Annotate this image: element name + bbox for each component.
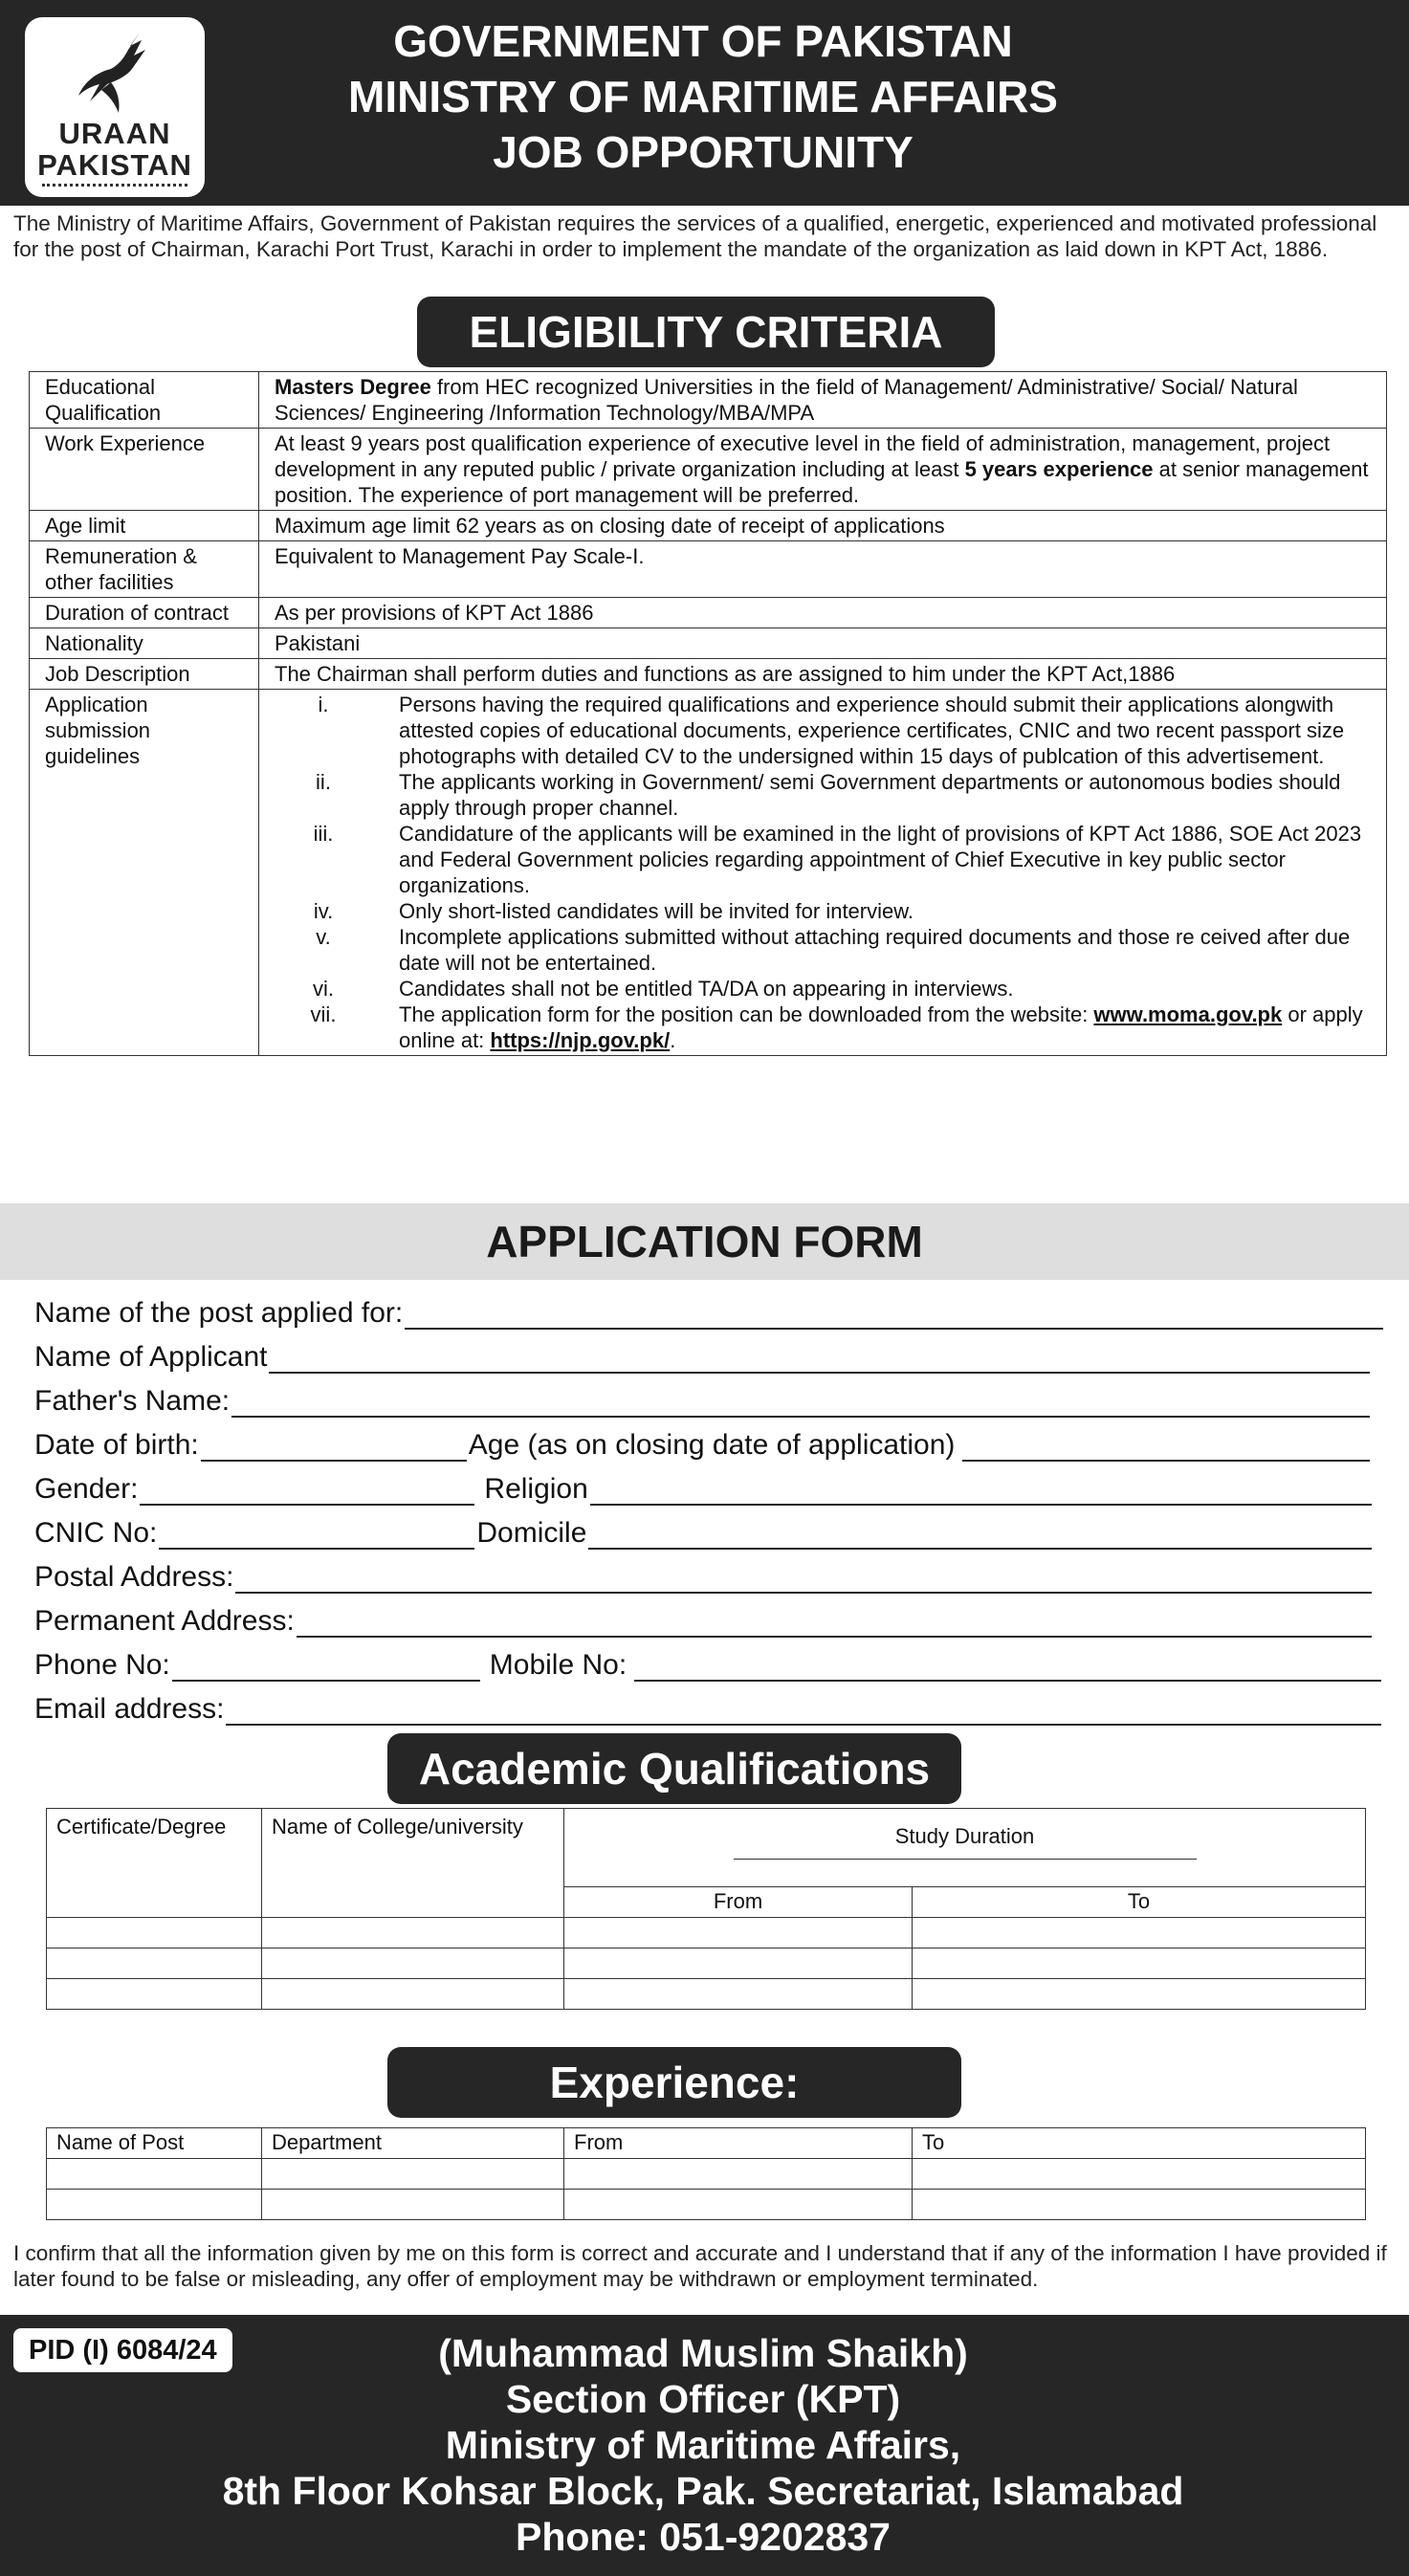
footer-banner <box>0 2315 1409 2576</box>
table-row[interactable] <box>47 1949 1366 1979</box>
list-item: ii. The applicants working in Government/ semi Government departments or autonomous bodies should apply through proper channel. <box>316 770 1341 820</box>
edu-value: Masters Degree from HEC recognized Universities in the field of Management/ Administrative/ Social/ Natural Sciences/ Engineering /Information Technology/MBA/MPA <box>259 372 1387 429</box>
table-row[interactable] <box>47 2190 1366 2220</box>
header-line-ministry: MINISTRY OF MARITIME AFFAIRS <box>348 72 1058 121</box>
mobile-blank[interactable] <box>634 1653 1381 1682</box>
phone-blank[interactable] <box>172 1653 480 1682</box>
father-name-field[interactable]: Father's Name: <box>34 1379 1372 1418</box>
guidelines-label: Application submission guidelines <box>30 690 259 1056</box>
col-to: To <box>913 2128 1366 2159</box>
guidelines-list <box>275 692 1378 1002</box>
duration-label: Duration of contract <box>30 598 259 628</box>
intro-paragraph: The Ministry of Maritime Affairs, Government of Pakistan requires the services of a qualified, energetic, experienced and motivated professional for the post of Chairman, Karachi Port Trust, Karachi in order to implement the mandate of the organization as laid down in KPT Act, 1886. <box>13 211 1377 261</box>
gender-religion-field[interactable]: Gender: Religion <box>34 1467 1374 1506</box>
logo-urdu-tagline <box>42 184 187 189</box>
edu-label: Educational Qualification <box>30 372 259 429</box>
application-form-heading: APPLICATION FORM <box>0 1203 1409 1280</box>
list-item: v. Incomplete applications submitted without attaching required documents and those re ceived after due date will not be entertained. <box>316 925 1351 975</box>
table-row <box>30 659 1387 690</box>
blank-line[interactable] <box>297 1609 1372 1638</box>
work-label: Work Experience <box>30 429 259 511</box>
list-item: vii. The application form for the position can be downloaded from the website: www.moma.gov.pk or apply online at: https://njp.gov.pk/. <box>310 1002 1363 1052</box>
applicant-name-field[interactable]: Name of Applicant <box>34 1335 1372 1374</box>
header-banner <box>0 0 1409 206</box>
table-row[interactable] <box>47 2159 1366 2190</box>
confirmation-statement: I confirm that all the information given by me on this form is correct and accurate and I understand that if any of the information I have provided if later found to be false or misleading, any offer of employment may be withdrawn or employment terminated. <box>13 2241 1387 2291</box>
table-row <box>30 690 1387 1056</box>
uraan-pakistan-logo <box>25 17 205 197</box>
job-description-label: Job Description <box>30 659 259 690</box>
col-from: From <box>564 1887 913 1918</box>
list-item: iv. Only short-listed candidates will be invited for interview. <box>313 899 914 923</box>
dob-blank[interactable] <box>201 1433 467 1462</box>
guidelines-value <box>259 690 1387 1056</box>
table-row[interactable] <box>47 1918 1366 1949</box>
duration-value: As per provisions of KPT Act 1886 <box>259 598 1387 628</box>
col-from: From <box>564 2128 913 2159</box>
postal-address-field[interactable]: Postal Address: <box>34 1555 1374 1594</box>
academic-heading: Academic Qualifications <box>387 1733 961 1804</box>
table-row <box>47 2128 1366 2159</box>
table-row <box>30 372 1387 429</box>
dob-age-field[interactable]: Date of birth: Age (as on closing date of application) <box>34 1423 1372 1462</box>
contact-block <box>191 2330 1215 2560</box>
experience-heading: Experience: <box>387 2047 961 2118</box>
col-department: Department <box>262 2128 564 2159</box>
academic-table <box>46 1808 1366 2010</box>
pid-badge: PID (I) 6084/24 <box>13 2328 232 2372</box>
blank-line[interactable] <box>405 1301 1383 1330</box>
moma-website-link[interactable]: www.moma.gov.pk <box>1093 1002 1283 1026</box>
logo-line1: URAAN <box>58 117 171 150</box>
list-item: iii. Candidature of the applicants will be examined in the light of provisions of KPT Act 1886, SOE Act 2023 and Federal Government policies regarding appointment of Chief Executive in key public sector organizations. <box>313 822 1362 897</box>
list-item: i. Persons having the required qualifications and experience should submit their applications alongwith attested copies of educational documents, experience certificates, CNIC and two recent passport size photographs with detailed CV to the undersigned within 15 days of publcation of this advertisement. <box>318 693 1345 768</box>
nationality-label: Nationality <box>30 628 259 659</box>
table-row <box>30 429 1387 511</box>
gender-blank[interactable] <box>140 1477 474 1506</box>
table-row <box>30 628 1387 659</box>
col-certificate: Certificate/Degree <box>47 1809 262 1918</box>
phone-mobile-field[interactable]: Phone No: Mobile No: <box>34 1643 1383 1682</box>
remuneration-value: Equivalent to Management Pay Scale-I. <box>259 541 1387 598</box>
experience-table <box>46 2127 1366 2220</box>
domicile-blank[interactable] <box>588 1521 1372 1550</box>
remuneration-label: Remuneration & other facilities <box>30 541 259 598</box>
blank-line[interactable] <box>226 1697 1381 1726</box>
blank-line[interactable] <box>269 1345 1370 1374</box>
email-field[interactable]: Email address: <box>34 1687 1383 1726</box>
table-row <box>30 598 1387 628</box>
njp-website-link[interactable]: https://njp.gov.pk/ <box>490 1028 671 1052</box>
permanent-address-field[interactable]: Permanent Address: <box>34 1599 1374 1638</box>
eligibility-heading: ELIGIBILITY CRITERIA <box>417 297 995 367</box>
phone-number: Phone: 051-9202837 <box>515 2515 891 2559</box>
blank-line[interactable] <box>231 1389 1370 1418</box>
col-study-duration: Study Duration <box>564 1809 1366 1887</box>
table-row <box>30 541 1387 598</box>
cnic-domicile-field[interactable]: CNIC No: Domicile <box>34 1511 1374 1550</box>
post-applied-field[interactable]: Name of the post applied for: <box>34 1291 1385 1330</box>
table-row <box>47 1809 1366 1887</box>
list-item: vi. Candidates shall not be entitled TA/DA on appearing in interviews. <box>313 977 1014 1001</box>
officer-title: Section Officer (KPT) <box>505 2377 901 2421</box>
col-college: Name of College/university <box>262 1809 564 1918</box>
header-titles <box>249 13 1157 180</box>
officer-name: (Muhammad Muslim Shaikh) <box>438 2331 968 2375</box>
office-address: 8th Floor Kohsar Block, Pak. Secretariat, Islamabad <box>222 2469 1184 2513</box>
guidelines-list-last <box>275 1002 1378 1053</box>
header-line-job: JOB OPPORTUNITY <box>493 127 914 177</box>
eagle-icon <box>73 27 159 122</box>
age-blank[interactable] <box>962 1433 1370 1462</box>
header-line-government: GOVERNMENT OF PAKISTAN <box>393 16 1013 66</box>
blank-line[interactable] <box>235 1565 1372 1594</box>
col-to: To <box>913 1887 1366 1918</box>
age-value: Maximum age limit 62 years as on closing date of receipt of applications <box>259 511 1387 541</box>
age-label: Age limit <box>30 511 259 541</box>
job-description-value: The Chairman shall perform duties and functions as are assigned to him under the KPT Act,1886 <box>259 659 1387 690</box>
nationality-value: Pakistani <box>259 628 1387 659</box>
table-row[interactable] <box>47 1979 1366 2010</box>
ministry-name: Ministry of Maritime Affairs, <box>445 2423 961 2467</box>
cnic-blank[interactable] <box>159 1521 474 1550</box>
logo-line2: PAKISTAN <box>37 148 192 182</box>
religion-blank[interactable] <box>590 1477 1372 1506</box>
eligibility-table <box>29 371 1387 1056</box>
col-post: Name of Post <box>47 2128 262 2159</box>
work-value: At least 9 years post qualification experience of executive level in the field of administration, management, project development in any reputed public / private organization including at least 5 years experience at senior management position. The experience of port management will be preferred. <box>259 429 1387 511</box>
table-row <box>30 511 1387 541</box>
